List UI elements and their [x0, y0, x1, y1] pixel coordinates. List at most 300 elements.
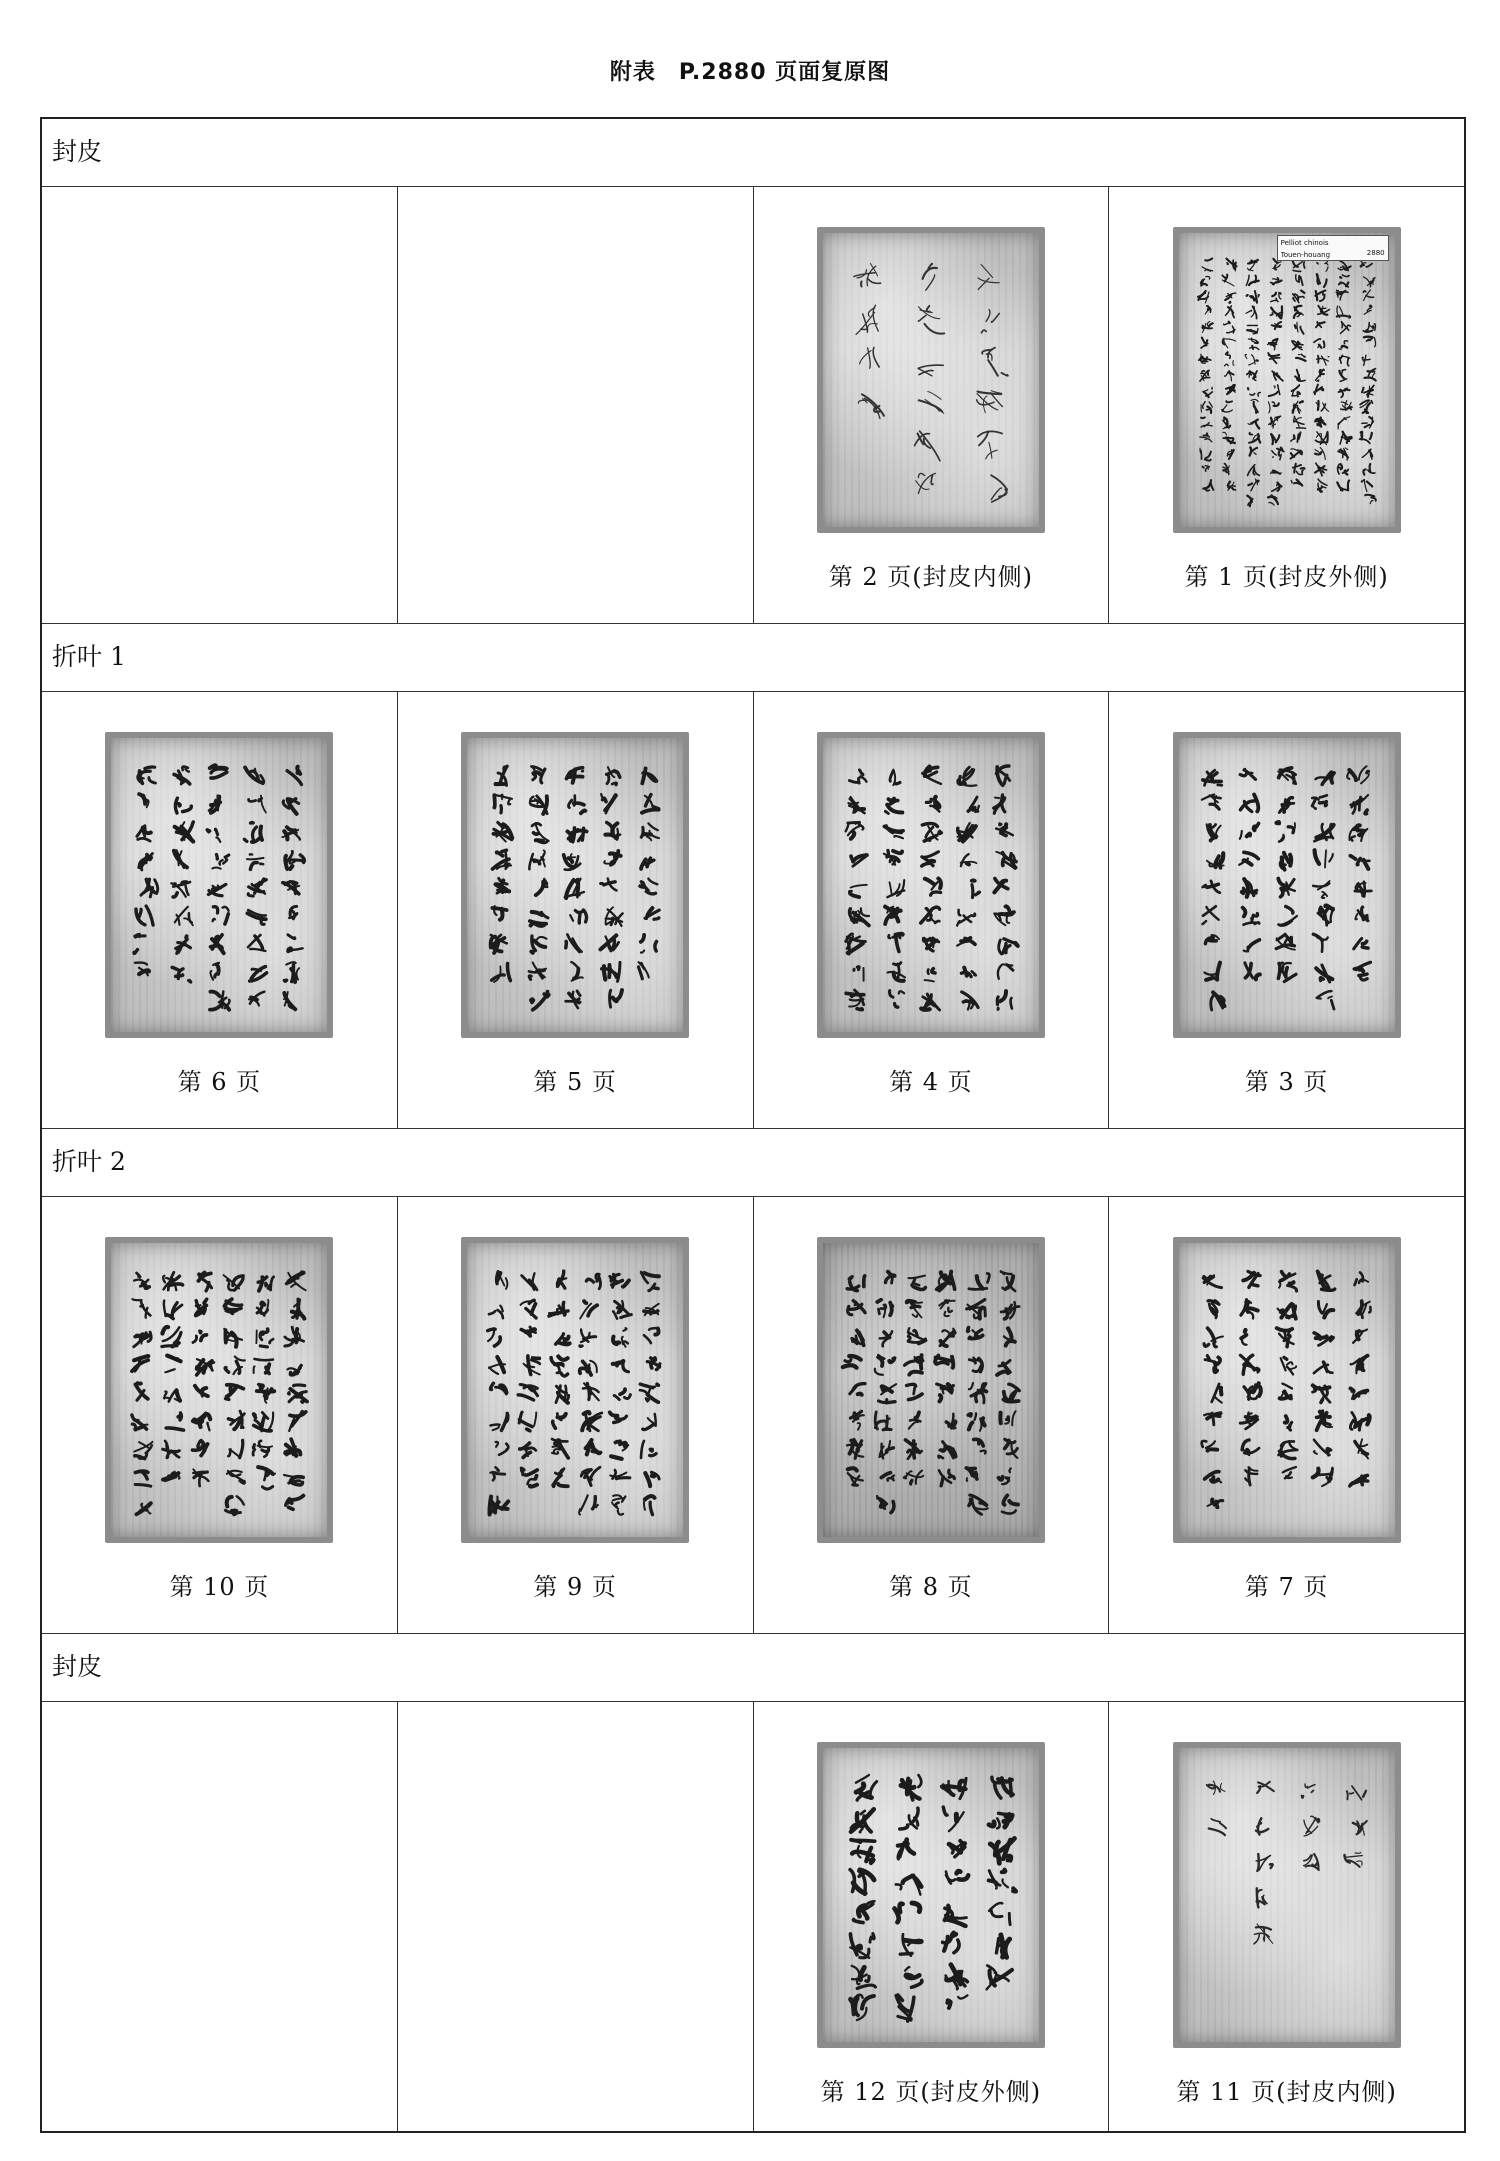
ink-stroke — [204, 1308, 206, 1313]
ink-stroke — [1259, 1387, 1261, 1396]
ink-stroke — [1276, 822, 1279, 823]
ink-stroke — [1349, 1793, 1353, 1794]
page-cell — [1109, 692, 1464, 1128]
ink-stroke — [982, 1418, 984, 1425]
ink-stroke — [616, 1342, 620, 1343]
ink-stroke — [1301, 1796, 1303, 1798]
ink-stroke — [1371, 401, 1372, 403]
ink-stroke — [616, 1503, 619, 1507]
handwriting-strokes — [111, 1243, 327, 1537]
ink-stroke — [533, 1358, 540, 1359]
handwriting-strokes — [823, 233, 1039, 527]
library-shelf-label — [1277, 235, 1389, 261]
ink-stroke — [1207, 1449, 1217, 1450]
ink-stroke — [875, 1369, 883, 1375]
manuscript-page-image — [105, 732, 333, 1038]
ink-stroke — [1257, 1854, 1258, 1871]
ink-stroke — [952, 1933, 956, 1936]
ink-stroke — [183, 806, 192, 812]
ink-stroke — [1255, 421, 1259, 428]
ink-stroke — [1223, 339, 1235, 341]
ink-stroke — [1314, 339, 1321, 342]
ink-stroke — [537, 937, 547, 940]
ink-stroke — [912, 1903, 920, 1912]
ink-stroke — [885, 811, 888, 813]
ink-stroke — [171, 1284, 183, 1285]
ink-stroke — [1365, 495, 1374, 497]
ink-stroke — [999, 940, 1002, 954]
ink-stroke — [216, 937, 218, 946]
ink-stroke — [1287, 1362, 1293, 1365]
ink-stroke — [1348, 481, 1349, 491]
ink-stroke — [261, 864, 264, 865]
ink-stroke — [893, 770, 895, 786]
ink-stroke — [1354, 1279, 1356, 1285]
ink-stroke — [261, 1346, 268, 1347]
ink-stroke — [1303, 262, 1304, 268]
ink-stroke — [1013, 1888, 1016, 1891]
ink-stroke — [887, 805, 902, 813]
ink-stroke — [1280, 889, 1282, 897]
page-cell — [42, 692, 398, 1128]
ink-stroke — [1000, 991, 1006, 1001]
ink-stroke — [204, 1367, 205, 1373]
ink-stroke — [145, 767, 155, 769]
ink-stroke — [888, 935, 890, 938]
ink-stroke — [552, 1452, 558, 1454]
ink-stroke — [890, 771, 893, 781]
ink-stroke — [946, 1872, 951, 1884]
ink-stroke — [166, 1369, 175, 1372]
ink-stroke — [255, 1359, 274, 1360]
ink-stroke — [1210, 804, 1219, 809]
ink-stroke — [1350, 1420, 1353, 1429]
ink-stroke — [894, 1004, 897, 1008]
ink-stroke — [938, 879, 941, 889]
ink-stroke — [1212, 1477, 1213, 1481]
ink-stroke — [496, 1467, 499, 1470]
ink-stroke — [1222, 405, 1226, 410]
ink-stroke — [928, 392, 941, 400]
ink-stroke — [1009, 1501, 1018, 1505]
ink-stroke — [493, 1475, 495, 1481]
ink-stroke — [918, 473, 924, 477]
ink-stroke — [645, 1473, 650, 1486]
ink-stroke — [1337, 464, 1339, 474]
ink-stroke — [1320, 978, 1323, 981]
ink-stroke — [1244, 1330, 1245, 1332]
ink-stroke — [1345, 448, 1347, 450]
ink-stroke — [530, 1485, 537, 1487]
ink-stroke — [1291, 481, 1292, 483]
ink-stroke — [641, 827, 643, 837]
ink-stroke — [861, 1811, 865, 1814]
ink-stroke — [571, 854, 575, 857]
ink-stroke — [298, 770, 300, 773]
manuscript-page-image — [105, 1237, 333, 1543]
ink-stroke — [186, 886, 189, 895]
ink-stroke — [908, 1394, 922, 1400]
ink-stroke — [900, 1953, 912, 1954]
ink-stroke — [657, 1384, 659, 1385]
ink-stroke — [1350, 856, 1355, 859]
ink-stroke — [211, 772, 227, 778]
ink-stroke — [136, 936, 146, 937]
ink-stroke — [1361, 432, 1362, 436]
ink-stroke — [143, 796, 146, 802]
ink-stroke — [1305, 1866, 1318, 1870]
ink-stroke — [981, 1451, 986, 1454]
ink-stroke — [572, 962, 578, 967]
ink-stroke — [857, 1009, 862, 1010]
ink-stroke — [893, 910, 900, 911]
ink-stroke — [496, 795, 512, 799]
ink-stroke — [508, 800, 510, 805]
ink-stroke — [202, 1388, 206, 1393]
ink-stroke — [1316, 380, 1318, 381]
ink-stroke — [1202, 390, 1207, 392]
ink-stroke — [1271, 451, 1275, 455]
ink-stroke — [1318, 1302, 1321, 1313]
ink-stroke — [1201, 425, 1212, 427]
ink-stroke — [574, 796, 575, 806]
ink-stroke — [916, 1357, 922, 1359]
ink-stroke — [1338, 268, 1343, 269]
ink-stroke — [946, 1422, 950, 1426]
ink-stroke — [555, 1470, 562, 1474]
ink-stroke — [999, 912, 1014, 914]
handwriting-strokes — [111, 738, 327, 1032]
manuscript-page-image — [461, 1237, 689, 1543]
ink-stroke — [870, 1937, 871, 1942]
ink-stroke — [1202, 402, 1204, 409]
ink-stroke — [956, 1871, 960, 1873]
ink-stroke — [593, 1497, 596, 1509]
ink-stroke — [569, 800, 572, 807]
ink-stroke — [293, 1482, 303, 1485]
ink-stroke — [1281, 1392, 1283, 1397]
ink-stroke — [646, 1398, 649, 1401]
ink-stroke — [1321, 895, 1324, 898]
ink-stroke — [606, 835, 616, 838]
ink-stroke — [915, 1412, 919, 1418]
ink-stroke — [1208, 1829, 1224, 1836]
ink-stroke — [1272, 293, 1276, 296]
label-number: 2880 — [1366, 249, 1385, 257]
ink-stroke — [1311, 1790, 1313, 1792]
ink-stroke — [1010, 998, 1011, 1009]
ink-stroke — [508, 964, 511, 981]
page-cell — [42, 1197, 398, 1633]
ink-stroke — [935, 921, 939, 923]
ink-stroke — [911, 1980, 921, 1987]
ink-stroke — [649, 879, 658, 885]
ink-stroke — [1295, 306, 1301, 311]
ink-stroke — [1374, 338, 1375, 347]
ink-stroke — [1242, 908, 1245, 917]
ink-stroke — [1284, 1357, 1287, 1359]
ink-stroke — [938, 1456, 942, 1458]
ink-stroke — [854, 273, 876, 277]
ink-stroke — [1204, 973, 1218, 975]
ink-stroke — [889, 882, 891, 895]
ink-stroke — [1201, 417, 1205, 418]
ink-stroke — [1321, 389, 1323, 390]
ink-stroke — [907, 1779, 908, 1795]
ink-stroke — [287, 827, 295, 830]
ink-stroke — [1279, 293, 1280, 294]
ink-stroke — [1227, 355, 1230, 358]
ink-stroke — [1344, 341, 1347, 344]
ink-stroke — [597, 1279, 600, 1281]
ink-stroke — [956, 1814, 957, 1821]
ink-stroke — [1201, 346, 1203, 348]
ink-stroke — [977, 1276, 983, 1289]
ink-stroke — [1222, 275, 1225, 277]
ink-stroke — [1229, 302, 1230, 303]
ink-stroke — [889, 991, 892, 998]
ink-stroke — [1338, 468, 1340, 470]
ink-stroke — [495, 1337, 501, 1346]
ink-stroke — [1206, 978, 1212, 980]
ink-stroke — [1362, 388, 1364, 393]
ink-stroke — [1321, 940, 1322, 952]
ink-stroke — [583, 910, 586, 922]
ink-stroke — [1206, 434, 1207, 435]
ink-stroke — [529, 854, 533, 869]
page-cell — [754, 692, 1110, 1128]
ink-stroke — [1249, 347, 1258, 349]
ink-stroke — [253, 827, 257, 841]
ink-stroke — [1006, 946, 1010, 953]
ink-stroke — [1217, 963, 1220, 980]
ink-stroke — [262, 1302, 265, 1304]
ink-stroke — [1255, 342, 1257, 343]
ink-stroke — [1205, 276, 1209, 279]
ink-stroke — [1357, 825, 1360, 830]
ink-stroke — [906, 1473, 923, 1477]
ink-stroke — [265, 1451, 268, 1457]
ink-stroke — [1257, 1787, 1260, 1793]
ink-stroke — [873, 1934, 874, 1939]
ink-stroke — [1360, 265, 1363, 266]
ink-stroke — [643, 1425, 653, 1430]
ink-stroke — [1254, 922, 1259, 924]
label-line: Pelliot chinois — [1280, 239, 1329, 247]
ink-stroke — [895, 783, 900, 784]
ink-stroke — [1324, 1386, 1327, 1396]
ink-stroke — [1299, 401, 1302, 403]
ink-stroke — [1249, 281, 1259, 285]
ink-stroke — [1318, 356, 1319, 363]
manuscript-page-image — [817, 227, 1045, 533]
ink-stroke — [1290, 855, 1291, 866]
ink-stroke — [1296, 418, 1301, 421]
ink-stroke — [909, 1372, 922, 1375]
ink-stroke — [1269, 503, 1274, 505]
ink-stroke — [1340, 266, 1343, 268]
ink-stroke — [912, 1315, 917, 1317]
ink-stroke — [237, 1361, 241, 1373]
ink-stroke — [989, 1822, 994, 1826]
ink-stroke — [1372, 326, 1373, 328]
ink-stroke — [615, 1458, 619, 1459]
ink-stroke — [1229, 425, 1230, 426]
ink-stroke — [925, 879, 934, 885]
page-caption: 第 7 页 — [1244, 1573, 1329, 1601]
ink-stroke — [193, 1336, 197, 1343]
ink-stroke — [949, 1470, 954, 1477]
ink-stroke — [1315, 777, 1328, 779]
ink-stroke — [952, 1414, 954, 1425]
ink-stroke — [163, 1327, 169, 1333]
ink-stroke — [1273, 386, 1274, 388]
ink-stroke — [644, 1335, 651, 1343]
ink-stroke — [973, 1367, 981, 1372]
ink-stroke — [217, 837, 221, 842]
page-caption: 第 12 页(封皮外侧) — [820, 2078, 1042, 2106]
ink-stroke — [534, 1412, 536, 1425]
page-caption: 第 3 页 — [1244, 1068, 1329, 1096]
ink-stroke — [873, 347, 879, 367]
manuscript-page-image — [817, 1237, 1045, 1543]
ink-stroke — [623, 1363, 628, 1372]
ink-stroke — [899, 991, 904, 993]
ink-stroke — [183, 882, 187, 884]
ink-stroke — [939, 831, 942, 834]
ink-stroke — [886, 1402, 895, 1403]
ink-stroke — [1005, 906, 1009, 912]
ink-stroke — [1210, 480, 1213, 490]
ink-stroke — [261, 796, 266, 813]
ink-stroke — [926, 799, 931, 802]
ink-stroke — [1248, 940, 1259, 948]
ink-stroke — [991, 475, 1007, 489]
ink-stroke — [891, 1276, 892, 1283]
ink-stroke — [489, 1311, 495, 1314]
empty-cell — [398, 187, 754, 623]
handwriting-strokes — [1179, 1748, 1395, 2042]
ink-stroke — [269, 1413, 274, 1431]
ink-stroke — [972, 971, 976, 975]
ink-stroke — [1307, 1785, 1314, 1789]
ink-stroke — [1002, 1870, 1006, 1873]
page-caption: 第 9 页 — [533, 1573, 617, 1601]
ink-stroke — [1005, 1939, 1010, 1957]
ink-stroke — [851, 2000, 853, 2015]
ink-stroke — [1361, 480, 1364, 482]
ink-stroke — [641, 951, 644, 953]
ink-stroke — [969, 1383, 973, 1389]
ink-stroke — [873, 305, 878, 331]
ink-stroke — [1205, 452, 1210, 458]
ink-stroke — [1006, 1478, 1009, 1481]
ink-stroke — [607, 774, 609, 784]
ink-stroke — [240, 1440, 243, 1457]
ink-stroke — [1294, 435, 1295, 438]
ink-stroke — [863, 1912, 867, 1919]
ink-stroke — [587, 1279, 594, 1282]
ink-stroke — [229, 1419, 235, 1421]
ink-stroke — [618, 1511, 623, 1515]
ink-stroke — [1212, 1501, 1213, 1502]
ink-stroke — [981, 330, 986, 333]
ink-stroke — [1350, 1388, 1353, 1391]
ink-stroke — [557, 1365, 560, 1373]
ink-stroke — [639, 967, 643, 979]
ink-stroke — [211, 971, 214, 980]
ink-stroke — [1293, 483, 1300, 485]
ink-stroke — [216, 829, 218, 834]
ink-stroke — [1369, 464, 1370, 472]
ink-stroke — [1209, 402, 1212, 407]
ink-stroke — [987, 1273, 989, 1282]
handwriting-strokes — [823, 738, 1039, 1032]
ink-stroke — [1206, 409, 1209, 410]
page-caption: 第 5 页 — [533, 1068, 617, 1096]
ink-stroke — [877, 1300, 881, 1302]
ink-stroke — [648, 1418, 655, 1424]
ink-stroke — [610, 853, 621, 856]
ink-stroke — [1289, 1282, 1293, 1283]
ink-stroke — [1206, 489, 1209, 491]
ink-stroke — [532, 1360, 540, 1364]
ink-stroke — [848, 1468, 857, 1470]
ink-stroke — [229, 1449, 231, 1456]
ink-stroke — [1217, 1357, 1219, 1364]
ink-stroke — [924, 852, 938, 858]
ink-stroke — [1254, 1934, 1259, 1944]
ink-stroke — [958, 1995, 967, 1998]
ink-stroke — [224, 859, 228, 863]
ink-stroke — [1323, 341, 1324, 347]
ink-stroke — [1329, 854, 1333, 861]
ink-stroke — [211, 992, 220, 997]
ink-stroke — [1347, 325, 1350, 327]
ink-stroke — [223, 907, 229, 911]
ink-stroke — [1285, 906, 1292, 913]
ink-stroke — [650, 1454, 657, 1456]
ink-stroke — [620, 1389, 625, 1394]
empty-cell — [42, 187, 398, 623]
ink-stroke — [262, 879, 265, 884]
ink-stroke — [1299, 465, 1300, 466]
page-cell — [1109, 187, 1464, 623]
ink-stroke — [569, 858, 573, 862]
ink-stroke — [137, 1336, 141, 1338]
ink-stroke — [1297, 392, 1300, 394]
ink-stroke — [580, 1346, 582, 1347]
ink-stroke — [288, 935, 295, 939]
ink-stroke — [875, 1412, 877, 1429]
ink-stroke — [1364, 425, 1369, 427]
ink-stroke — [1009, 1384, 1019, 1390]
ink-stroke — [1205, 259, 1212, 261]
ink-stroke — [570, 915, 573, 921]
ink-stroke — [289, 1393, 290, 1394]
ink-stroke — [285, 831, 288, 839]
ink-stroke — [1357, 858, 1360, 864]
ink-stroke — [1270, 300, 1277, 301]
ink-stroke — [645, 1273, 659, 1276]
ink-stroke — [1288, 827, 1293, 833]
ink-stroke — [1365, 810, 1367, 814]
ink-stroke — [1284, 853, 1289, 863]
ink-stroke — [1202, 338, 1205, 343]
ink-stroke — [167, 1428, 184, 1430]
ink-stroke — [971, 914, 975, 916]
ink-stroke — [251, 823, 254, 824]
